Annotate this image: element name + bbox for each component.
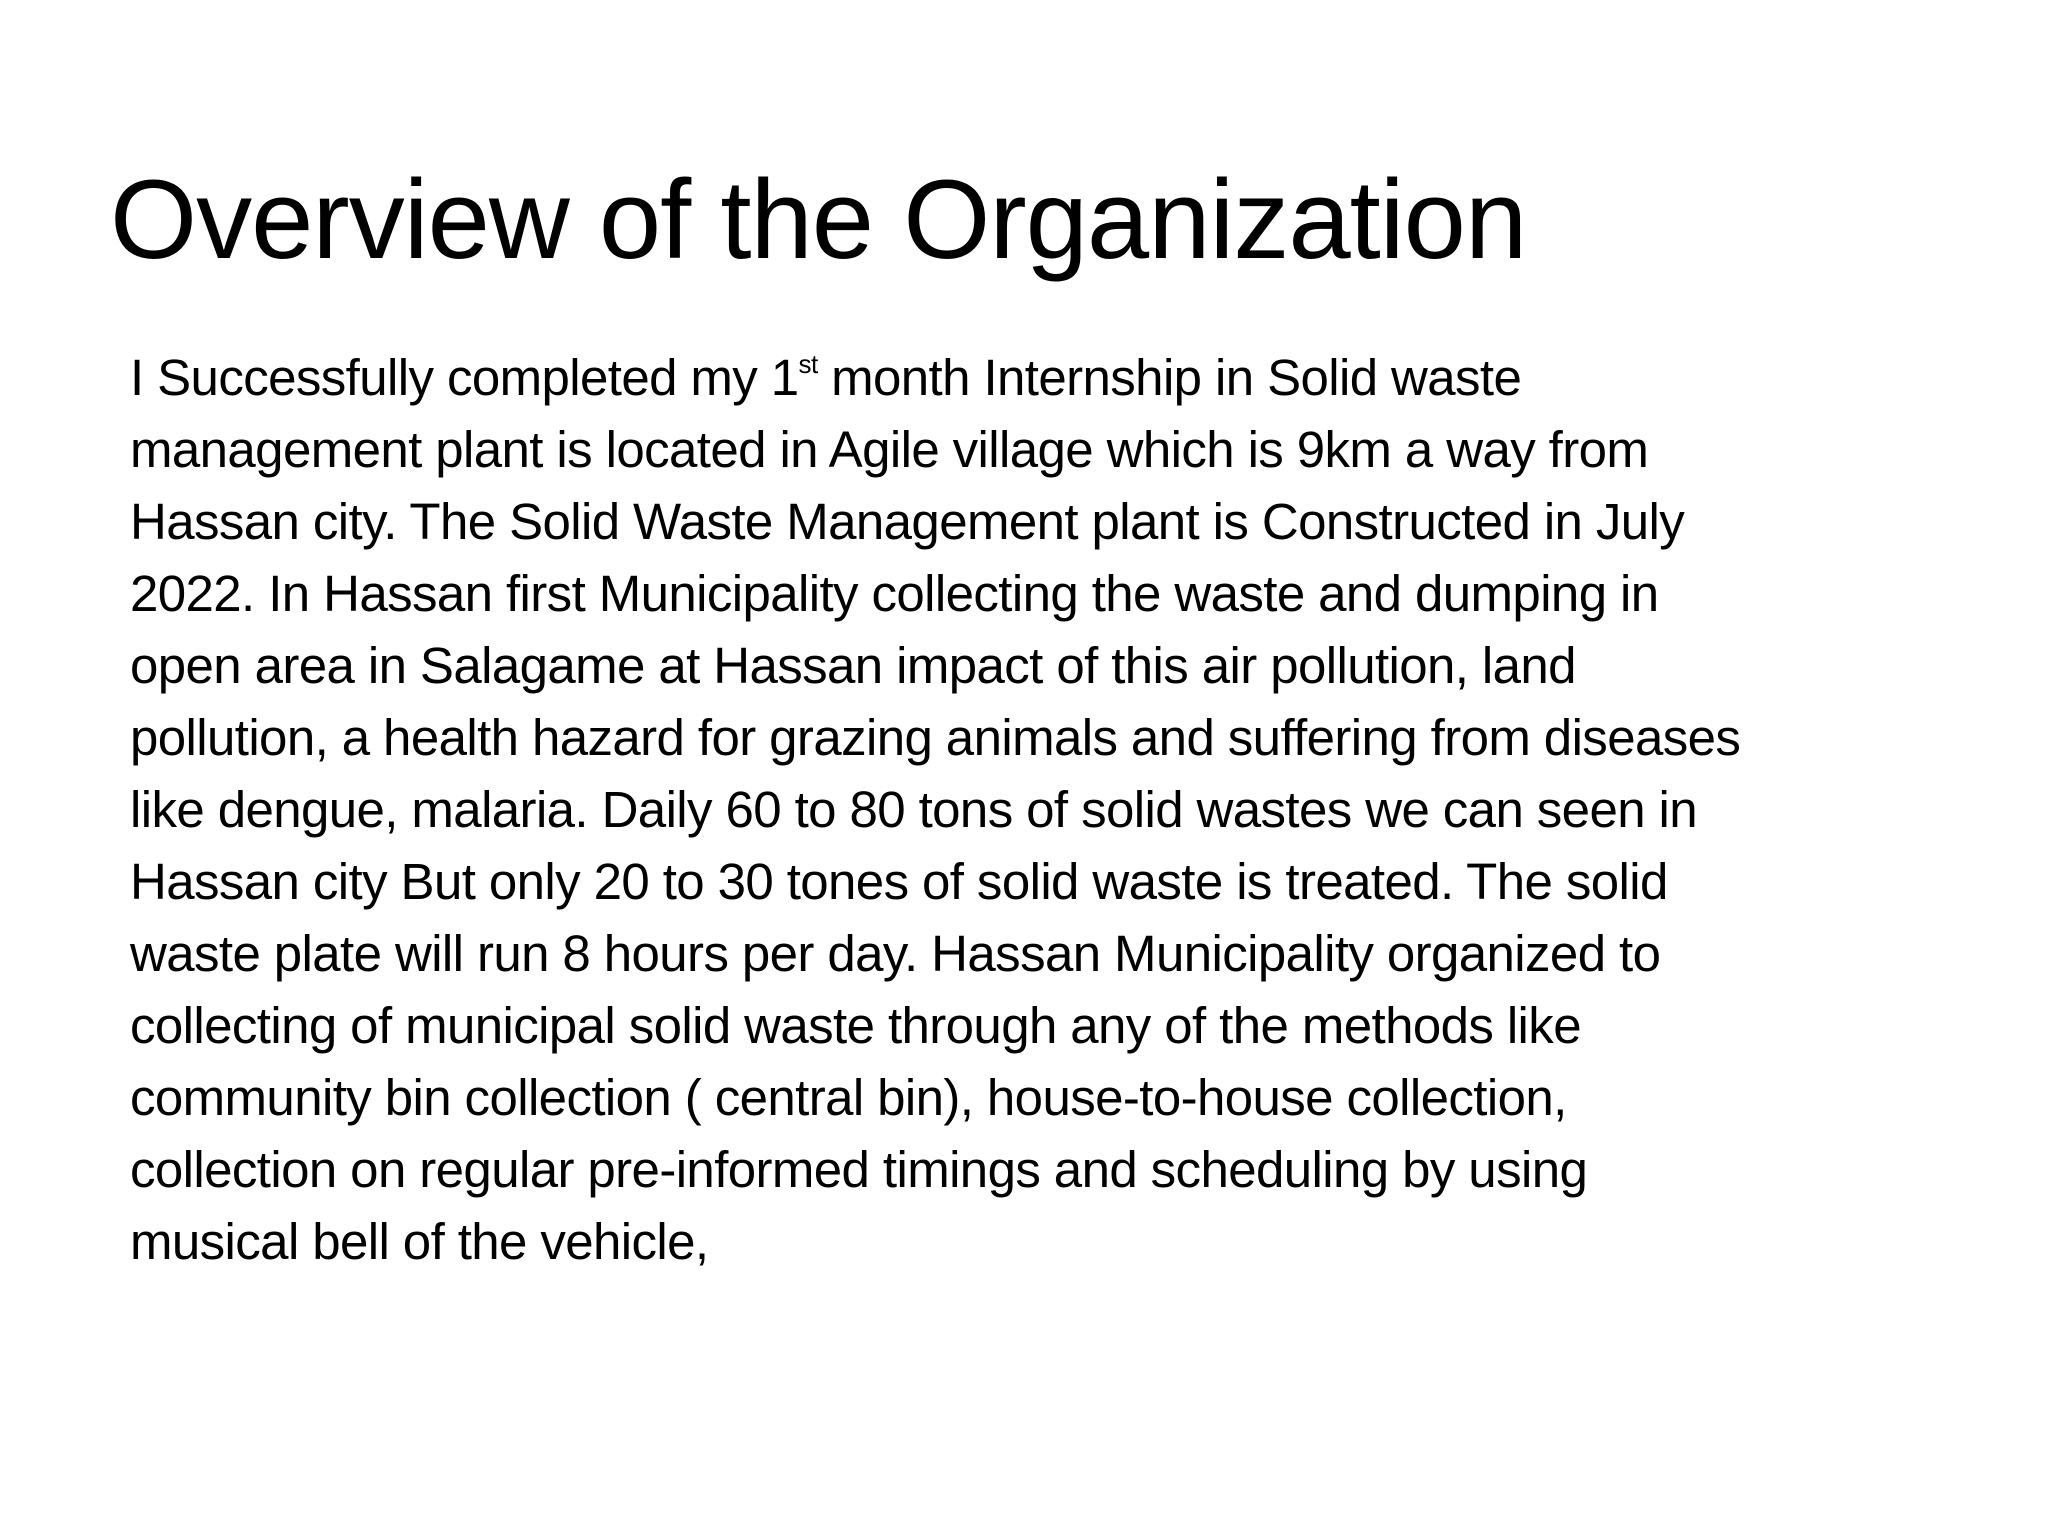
body-line: Hassan city. The Solid Waste Management plant is Constructed in July [130,493,1685,550]
body-line: waste plate will run 8 hours per day. Hassan Municipality organized to [130,925,1661,982]
body-line: collecting of municipal solid waste through any of the methods like [130,997,1581,1054]
body-line: musical bell of the vehicle, [130,1213,709,1270]
body-line: management plant is located in Agile village which is 9km a way from [130,421,1649,478]
body-line: 2022. In Hassan first Municipality collecting the waste and dumping in [130,565,1659,622]
body-line: community bin collection ( central bin), house-to-house collection, [130,1069,1567,1126]
body-line-text: month Internship in Solid waste [817,349,1522,406]
body-line-text: I Successfully completed my 1 [130,349,799,406]
body-line: like dengue, malaria. Daily 60 to 80 tons of solid wastes we can seen in [130,781,1698,838]
slide-body-text [130,342,1960,1278]
slide-title: Overview of the Organization [110,157,1527,282]
body-line: open area in Salagame at Hassan impact of this air pollution, land [130,637,1576,694]
ordinal-superscript: st [798,349,818,379]
body-line: pollution, a health hazard for grazing animals and suffering from diseases [130,709,1741,766]
body-line: collection on regular pre-informed timings and scheduling by using [130,1141,1588,1198]
body-line: Hassan city But only 20 to 30 tones of solid waste is treated. The solid [130,853,1668,910]
body-line [130,342,1960,414]
